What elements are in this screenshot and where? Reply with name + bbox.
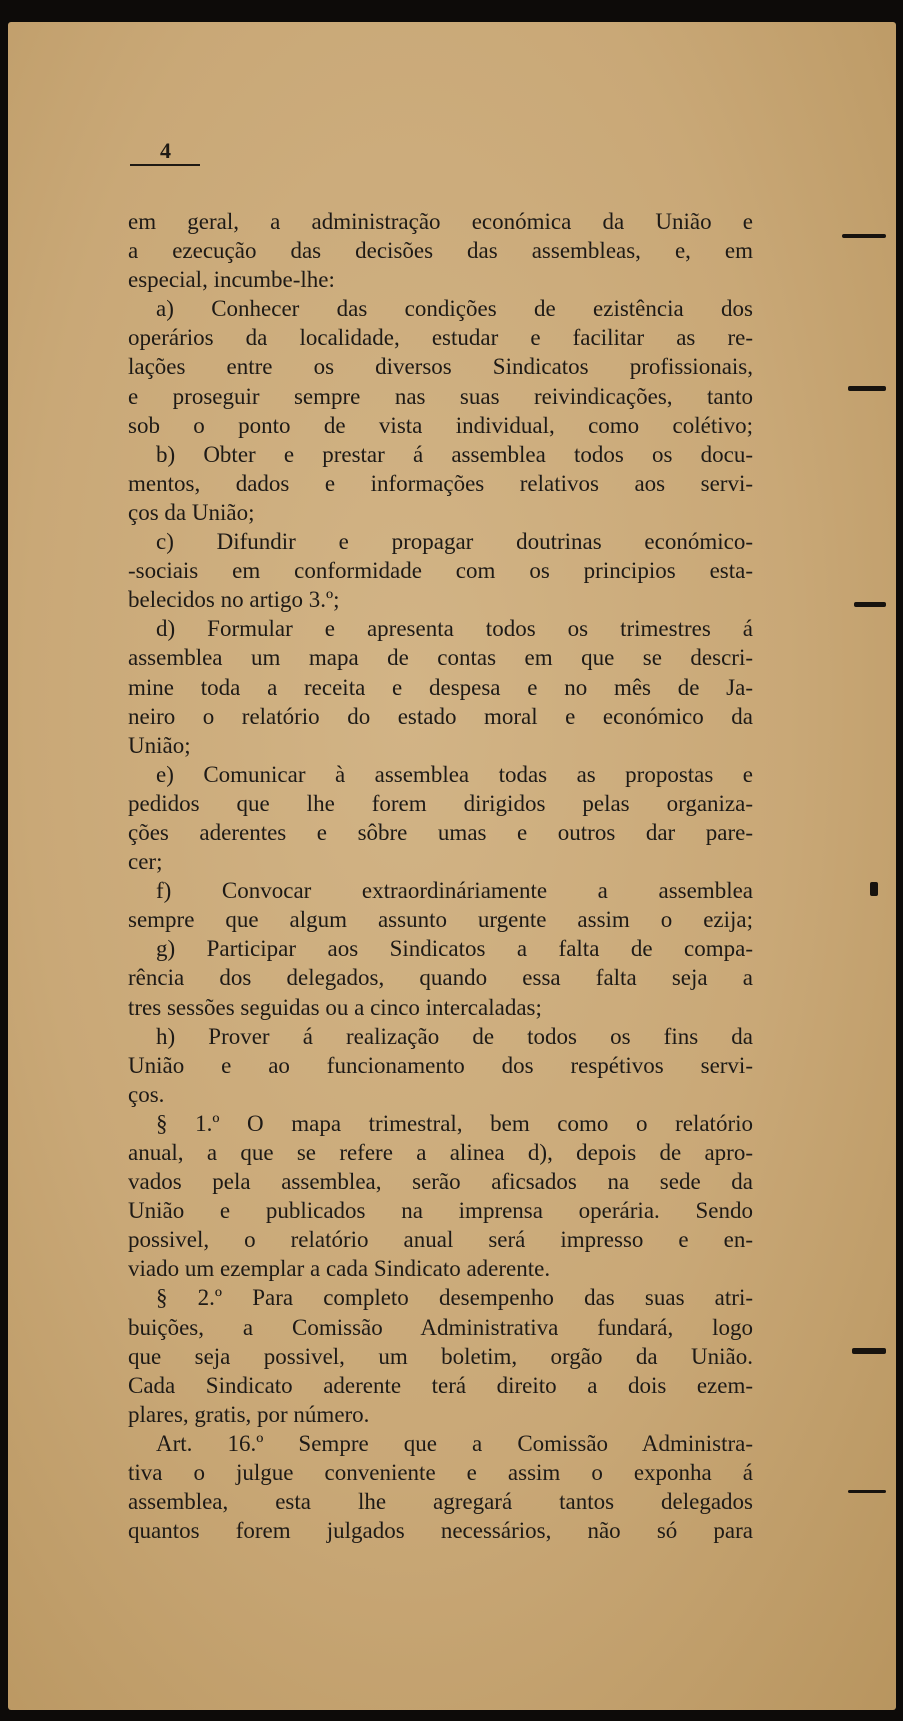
text-line: ços da União; <box>128 499 255 525</box>
text-line: f) Convocar extraordináriamente a assemblea <box>156 878 753 904</box>
text-line: União e ao funcionamento dos respétivos servi- <box>128 1052 753 1078</box>
text-line: c) Difundir e propagar doutrinas económico- <box>156 529 753 555</box>
text-line: lações entre os diversos Sindicatos profissionais, <box>128 354 753 380</box>
margin-ink-mark <box>854 602 886 607</box>
text-line: ços. <box>128 1081 165 1107</box>
text-line: União; <box>128 732 191 758</box>
text-line: -sociais em conformidade com os principios esta- <box>128 558 753 584</box>
margin-ink-mark <box>870 882 878 896</box>
text-line: especial, incumbe-lhe: <box>128 267 335 293</box>
text-line: Art. 16.º Sempre que a Comissão Administra- <box>156 1430 753 1456</box>
text-line: a ezecução das decisões das assembleas, e, em <box>128 238 753 264</box>
text-line: que seja possivel, um boletim, orgão da União. <box>128 1343 753 1369</box>
text-line: Cada Sindicato aderente terá direito a dois ezem- <box>128 1372 753 1398</box>
text-line: viado um ezemplar a cada Sindicato aderente. <box>128 1256 551 1282</box>
text-line: União e publicados na imprensa operária. Sendo <box>128 1198 753 1224</box>
text-line: sob o ponto de vista individual, como colétivo; <box>128 412 753 438</box>
text-line: assemblea, esta lhe agregará tantos delegados <box>128 1489 753 1515</box>
text-line: assemblea um mapa de contas em que se descri- <box>128 645 753 671</box>
text-line: a) Conhecer das condições de ezistência dos <box>156 296 753 322</box>
text-line: quantos forem julgados necessários, não só para <box>128 1518 753 1544</box>
text-line: operários da localidade, estudar e facilitar as re- <box>128 325 753 351</box>
text-line: plares, gratis, por número. <box>128 1401 370 1427</box>
text-line: g) Participar aos Sindicatos a falta de compa- <box>156 936 753 962</box>
margin-ink-mark <box>852 1348 886 1354</box>
text-line: e) Comunicar à assemblea todas as propostas e <box>156 761 753 787</box>
page-number: 4 <box>160 138 171 163</box>
page-number-underline <box>130 164 200 166</box>
text-line: vados pela assemblea, serão aficsados na sede da <box>128 1169 753 1195</box>
text-line: possivel, o relatório anual será impresso e en- <box>128 1227 753 1253</box>
text-line: mine toda a receita e despesa e no mês de Ja- <box>128 674 753 700</box>
text-line: tiva o julgue conveniente e assim o exponha á <box>128 1460 753 1486</box>
body-text <box>128 207 753 1545</box>
text-line: em geral, a administração económica da União e <box>128 209 753 234</box>
text-line: buições, a Comissão Administrativa fundará, logo <box>128 1314 753 1340</box>
text-line: e proseguir sempre nas suas reivindicações, tanto <box>128 383 753 409</box>
text-line: belecidos no artigo 3.º; <box>128 587 340 613</box>
text-line: § 2.º Para completo desempenho das suas atri- <box>156 1285 753 1311</box>
text-line: ções aderentes e sôbre umas e outros dar pare- <box>128 819 753 845</box>
text-line: h) Prover á realização de todos os fins da <box>156 1023 753 1049</box>
text-line: cer; <box>128 849 163 875</box>
text-line: rência dos delegados, quando essa falta seja a <box>128 965 753 991</box>
margin-ink-mark <box>842 234 886 238</box>
text-line: anual, a que se refere a alinea d), depois de apro- <box>128 1140 753 1165</box>
text-line: neiro o relatório do estado moral e económico da <box>128 703 753 729</box>
text-line: d) Formular e apresenta todos os trimestres á <box>156 616 753 642</box>
margin-ink-mark <box>848 1490 886 1493</box>
text-line: § 1.º O mapa trimestral, bem como o relatório <box>156 1110 753 1136</box>
text-line: b) Obter e prestar á assemblea todos os docu- <box>156 441 753 467</box>
text-line: sempre que algum assunto urgente assim o ezija; <box>128 907 753 933</box>
text-line: pedidos que lhe forem dirigidos pelas organiza- <box>128 790 753 816</box>
text-line: tres sessões seguidas ou a cinco intercaladas; <box>128 994 542 1020</box>
document-page <box>8 22 896 1710</box>
margin-ink-mark <box>848 386 886 391</box>
text-line: mentos, dados e informações relativos aos servi- <box>128 470 753 496</box>
